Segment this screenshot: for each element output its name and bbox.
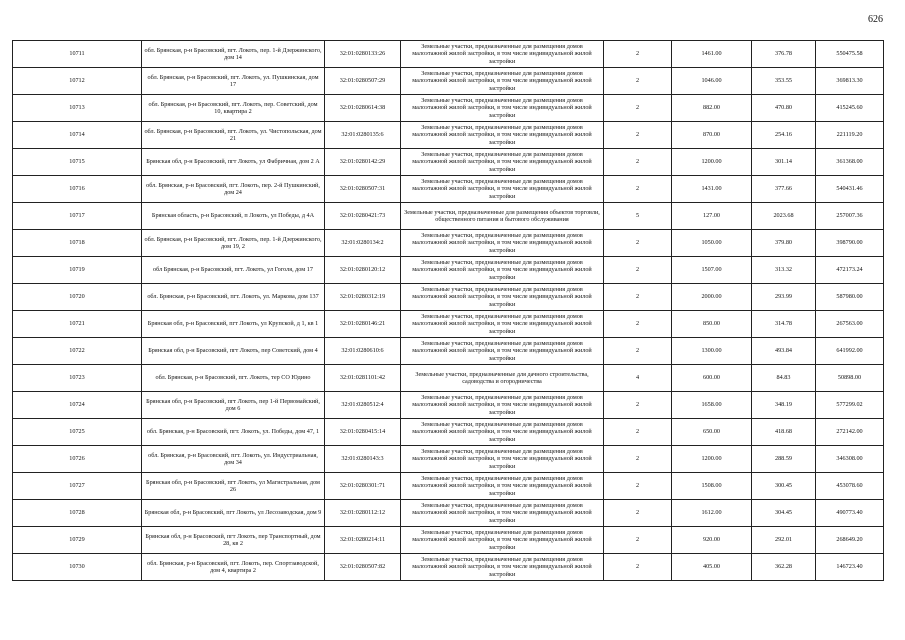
- area-cell: 920.00: [672, 527, 752, 554]
- table-row: [13, 95, 884, 122]
- cadastral-value-cell: 50898.00: [816, 365, 884, 392]
- row-number-cell: 10730: [13, 554, 142, 581]
- cadastral-number-cell: 32:01:0280134:2: [325, 230, 401, 257]
- unit-value-cell: 313.32: [752, 257, 816, 284]
- row-number-cell: 10722: [13, 338, 142, 365]
- address-cell: обл. Брянская, р-н Брасовский, пгт. Локоть, тер СО Юдино: [142, 365, 325, 392]
- area-cell: 600.00: [672, 365, 752, 392]
- cadastral-number-cell: 32:01:0280610:6: [325, 338, 401, 365]
- land-use-cell: Земельные участки, предназначенные для размещения домов малоэтажной жилой застройки, в том числе индивидуальной жилой застройки: [401, 284, 604, 311]
- row-number-cell: 10715: [13, 149, 142, 176]
- area-cell: 1461.00: [672, 41, 752, 68]
- cadastral-value-cell: 550475.58: [816, 41, 884, 68]
- cadastral-number-cell: 32:01:0280135:6: [325, 122, 401, 149]
- area-cell: 882.00: [672, 95, 752, 122]
- address-cell: Брянская обл, р-н Брасовский, пгт Локоть, ул Крупской, д 1, кв 1: [142, 311, 325, 338]
- cadastral-number-cell: 32:01:0280507:82: [325, 554, 401, 581]
- row-number-cell: 10711: [13, 41, 142, 68]
- land-use-cell: Земельные участки, предназначенные для размещения домов малоэтажной жилой застройки, в том числе индивидуальной жилой застройки: [401, 230, 604, 257]
- address-cell: Брянская обл, р-н Брасовский, пгт Локоть, пер 1-й Первомайский, дом 6: [142, 392, 325, 419]
- address-cell: Брянская обл, р-н Брасовский, пгт Локоть, ул Магистральная, дом 26: [142, 473, 325, 500]
- land-use-cell: Земельные участки, предназначенные для размещения домов малоэтажной жилой застройки, в том числе индивидуальной жилой застройки: [401, 41, 604, 68]
- table-row: [13, 446, 884, 473]
- unit-value-cell: 84.83: [752, 365, 816, 392]
- land-use-cell: Земельные участки, предназначенные для размещения домов малоэтажной жилой застройки, в том числе индивидуальной жилой застройки: [401, 338, 604, 365]
- row-number-cell: 10724: [13, 392, 142, 419]
- address-cell: обл Брянская, р-н Брасовский, пгт. Локоть, ул Гоголя, дом 17: [142, 257, 325, 284]
- area-cell: 1612.00: [672, 500, 752, 527]
- cadastral-number-cell: 32:01:0280143:3: [325, 446, 401, 473]
- unit-value-cell: 301.14: [752, 149, 816, 176]
- area-cell: 1046.00: [672, 68, 752, 95]
- use-category-cell: 2: [604, 419, 672, 446]
- use-category-cell: 2: [604, 149, 672, 176]
- area-cell: 1050.00: [672, 230, 752, 257]
- area-cell: 870.00: [672, 122, 752, 149]
- row-number-cell: 10720: [13, 284, 142, 311]
- cadastral-value-cell: 257007.36: [816, 203, 884, 230]
- area-cell: 1300.00: [672, 338, 752, 365]
- cadastral-number-cell: 32:01:0280146:21: [325, 311, 401, 338]
- row-number-cell: 10727: [13, 473, 142, 500]
- cadastral-value-cell: 272142.00: [816, 419, 884, 446]
- cadastral-number-cell: 32:01:0280507:31: [325, 176, 401, 203]
- table-row: [13, 392, 884, 419]
- land-use-cell: Земельные участки, предназначенные для дачного строительства, садоводства и огородничества: [401, 365, 604, 392]
- row-number-cell: 10725: [13, 419, 142, 446]
- table-row: [13, 41, 884, 68]
- table-row: [13, 527, 884, 554]
- cadastral-value-cell: 490773.40: [816, 500, 884, 527]
- land-use-cell: Земельные участки, предназначенные для размещения домов малоэтажной жилой застройки, в том числе индивидуальной жилой застройки: [401, 500, 604, 527]
- address-cell: обл. Брянская, р-н Брасовский, пгт. Локоть, ул. Индустриальная, дом 34: [142, 446, 325, 473]
- address-cell: обл. Брянская, р-н Брасовский, пгт. Локоть, пер. 2-й Пушкинский, дом 24: [142, 176, 325, 203]
- unit-value-cell: 353.55: [752, 68, 816, 95]
- cadastral-value-cell: 369813.30: [816, 68, 884, 95]
- cadastral-value-cell: 587980.00: [816, 284, 884, 311]
- land-use-cell: Земельные участки, предназначенные для размещения домов малоэтажной жилой застройки, в том числе индивидуальной жилой застройки: [401, 554, 604, 581]
- area-cell: 1431.00: [672, 176, 752, 203]
- address-cell: Брянская обл, р-н Брасовский, пгт Локоть, ул Фабричная, дом 2 А: [142, 149, 325, 176]
- cadastral-number-cell: 32:01:0280421:73: [325, 203, 401, 230]
- land-use-cell: Земельные участки, предназначенные для размещения домов малоэтажной жилой застройки, в том числе индивидуальной жилой застройки: [401, 311, 604, 338]
- cadastral-number-cell: 32:01:0280312:19: [325, 284, 401, 311]
- land-use-cell: Земельные участки, предназначенные для размещения домов малоэтажной жилой застройки, в том числе индивидуальной жилой застройки: [401, 419, 604, 446]
- use-category-cell: 2: [604, 338, 672, 365]
- row-number-cell: 10716: [13, 176, 142, 203]
- unit-value-cell: 254.16: [752, 122, 816, 149]
- use-category-cell: 2: [604, 68, 672, 95]
- cadastral-number-cell: 32:01:0280112:12: [325, 500, 401, 527]
- cadastral-value-cell: 361368.00: [816, 149, 884, 176]
- land-use-cell: Земельные участки, предназначенные для размещения домов малоэтажной жилой застройки, в том числе индивидуальной жилой застройки: [401, 68, 604, 95]
- area-cell: 2000.00: [672, 284, 752, 311]
- unit-value-cell: 362.28: [752, 554, 816, 581]
- land-use-cell: Земельные участки, предназначенные для размещения объектов торговли, общественного питания и бытового обслуживания: [401, 203, 604, 230]
- address-cell: обл. Брянская, р-н Брасовский, пгт. Локоть, пер. 1-й Дзержинского, дом 19, 2: [142, 230, 325, 257]
- area-cell: 650.00: [672, 419, 752, 446]
- cadastral-number-cell: 32:01:0280120:12: [325, 257, 401, 284]
- address-cell: Брянская обл, р-н Брасовский, пгт Локоть, ул Лесозаводская, дом 9: [142, 500, 325, 527]
- table-row: [13, 257, 884, 284]
- unit-value-cell: 293.99: [752, 284, 816, 311]
- cadastral-value-cell: 146723.40: [816, 554, 884, 581]
- cadastral-value-cell: 472173.24: [816, 257, 884, 284]
- use-category-cell: 2: [604, 554, 672, 581]
- cadastral-value-cell: 221119.20: [816, 122, 884, 149]
- land-use-cell: Земельные участки, предназначенные для размещения домов малоэтажной жилой застройки, в том числе индивидуальной жилой застройки: [401, 473, 604, 500]
- table-row: [13, 149, 884, 176]
- address-cell: обл. Брянская, р-н Брасовский, пгт. Локоть, ул. Маркова, дом 137: [142, 284, 325, 311]
- unit-value-cell: 470.80: [752, 95, 816, 122]
- land-use-cell: Земельные участки, предназначенные для размещения домов малоэтажной жилой застройки, в том числе индивидуальной жилой застройки: [401, 95, 604, 122]
- address-cell: Брянская обл, р-н Брасовский, пгт Локоть, пер Советский, дом 4: [142, 338, 325, 365]
- cadastral-number-cell: 32:01:0280415:14: [325, 419, 401, 446]
- area-cell: 127.00: [672, 203, 752, 230]
- table-row: [13, 176, 884, 203]
- row-number-cell: 10723: [13, 365, 142, 392]
- cadastral-value-cell: 453078.60: [816, 473, 884, 500]
- cadastral-value-cell: 268649.20: [816, 527, 884, 554]
- use-category-cell: 2: [604, 95, 672, 122]
- table-row: [13, 284, 884, 311]
- table-row: [13, 122, 884, 149]
- row-number-cell: 10714: [13, 122, 142, 149]
- cadastral-number-cell: 32:01:0280512:4: [325, 392, 401, 419]
- use-category-cell: 2: [604, 122, 672, 149]
- row-number-cell: 10712: [13, 68, 142, 95]
- unit-value-cell: 377.66: [752, 176, 816, 203]
- table-row: [13, 473, 884, 500]
- land-use-cell: Земельные участки, предназначенные для размещения домов малоэтажной жилой застройки, в том числе индивидуальной жилой застройки: [401, 122, 604, 149]
- address-cell: Брянская область, р-н Брасовский, п Локоть, ул Победы, д 4А: [142, 203, 325, 230]
- row-number-cell: 10713: [13, 95, 142, 122]
- area-cell: 1507.00: [672, 257, 752, 284]
- table-row: [13, 338, 884, 365]
- cadastral-value-cell: 346308.00: [816, 446, 884, 473]
- land-use-cell: Земельные участки, предназначенные для размещения домов малоэтажной жилой застройки, в том числе индивидуальной жилой застройки: [401, 176, 604, 203]
- unit-value-cell: 348.19: [752, 392, 816, 419]
- unit-value-cell: 493.84: [752, 338, 816, 365]
- cadastral-value-cell: 540431.46: [816, 176, 884, 203]
- cadastral-value-cell: 415245.60: [816, 95, 884, 122]
- row-number-cell: 10718: [13, 230, 142, 257]
- land-use-cell: Земельные участки, предназначенные для размещения домов малоэтажной жилой застройки, в том числе индивидуальной жилой застройки: [401, 392, 604, 419]
- area-cell: 1658.00: [672, 392, 752, 419]
- table-row: [13, 554, 884, 581]
- row-number-cell: 10729: [13, 527, 142, 554]
- table-row: [13, 365, 884, 392]
- table-row: [13, 230, 884, 257]
- row-number-cell: 10728: [13, 500, 142, 527]
- unit-value-cell: 292.01: [752, 527, 816, 554]
- cadastral-value-cell: 641992.00: [816, 338, 884, 365]
- unit-value-cell: 376.78: [752, 41, 816, 68]
- land-use-cell: Земельные участки, предназначенные для размещения домов малоэтажной жилой застройки, в том числе индивидуальной жилой застройки: [401, 257, 604, 284]
- address-cell: обл. Брянская, р-н Брасовский, пгт. Локоть, ул. Пушкинская, дом 17: [142, 68, 325, 95]
- area-cell: 405.00: [672, 554, 752, 581]
- address-cell: обл. Брянская, р-н Брасовский, пгт. Локоть, пер. Советский, дом 10, квартира 2: [142, 95, 325, 122]
- table-row: [13, 419, 884, 446]
- cadastral-number-cell: 32:01:0280614:38: [325, 95, 401, 122]
- use-category-cell: 2: [604, 284, 672, 311]
- area-cell: 1200.00: [672, 446, 752, 473]
- area-cell: 1508.00: [672, 473, 752, 500]
- cadastral-number-cell: 32:01:0280133:26: [325, 41, 401, 68]
- use-category-cell: 4: [604, 365, 672, 392]
- unit-value-cell: 304.45: [752, 500, 816, 527]
- table-body: [13, 41, 884, 581]
- cadastral-number-cell: 32:01:0281101:42: [325, 365, 401, 392]
- cadastral-value-table: [12, 40, 884, 581]
- address-cell: Брянская обл, р-н Брасовский, пгт Локоть, пер Транспортный, дом 28, кв 2: [142, 527, 325, 554]
- unit-value-cell: 418.68: [752, 419, 816, 446]
- land-use-cell: Земельные участки, предназначенные для размещения домов малоэтажной жилой застройки, в том числе индивидуальной жилой застройки: [401, 149, 604, 176]
- address-cell: обл. Брянская, р-н Брасовский, пгт. Локоть, ул. Победы, дом 47, 1: [142, 419, 325, 446]
- use-category-cell: 5: [604, 203, 672, 230]
- cadastral-number-cell: 32:01:0280214:11: [325, 527, 401, 554]
- page-number: 626: [868, 14, 883, 25]
- row-number-cell: 10719: [13, 257, 142, 284]
- address-cell: обл. Брянская, р-н Брасовский, пгт. Локоть, пер. 1-й Дзержинского, дом 14: [142, 41, 325, 68]
- use-category-cell: 2: [604, 527, 672, 554]
- table-row: [13, 311, 884, 338]
- address-cell: обл. Брянская, р-н Брасовский, пгт. Локоть, ул. Чистопольская, дом 21: [142, 122, 325, 149]
- address-cell: обл. Брянская, р-н Брасовский, пгт. Локоть, пер. Спортзаводской, дом 4, квартира 2: [142, 554, 325, 581]
- area-cell: 850.00: [672, 311, 752, 338]
- cadastral-value-cell: 398790.00: [816, 230, 884, 257]
- unit-value-cell: 314.78: [752, 311, 816, 338]
- cadastral-number-cell: 32:01:0280507:29: [325, 68, 401, 95]
- table-row: [13, 68, 884, 95]
- use-category-cell: 2: [604, 257, 672, 284]
- row-number-cell: 10721: [13, 311, 142, 338]
- unit-value-cell: 300.45: [752, 473, 816, 500]
- row-number-cell: 10726: [13, 446, 142, 473]
- land-use-cell: Земельные участки, предназначенные для размещения домов малоэтажной жилой застройки, в том числе индивидуальной жилой застройки: [401, 446, 604, 473]
- use-category-cell: 2: [604, 176, 672, 203]
- use-category-cell: 2: [604, 230, 672, 257]
- use-category-cell: 2: [604, 311, 672, 338]
- table-row: [13, 500, 884, 527]
- use-category-cell: 2: [604, 41, 672, 68]
- cadastral-value-cell: 267563.00: [816, 311, 884, 338]
- area-cell: 1200.00: [672, 149, 752, 176]
- table-row: [13, 203, 884, 230]
- use-category-cell: 2: [604, 392, 672, 419]
- use-category-cell: 2: [604, 446, 672, 473]
- unit-value-cell: 2023.68: [752, 203, 816, 230]
- land-use-cell: Земельные участки, предназначенные для размещения домов малоэтажной жилой застройки, в том числе индивидуальной жилой застройки: [401, 527, 604, 554]
- cadastral-number-cell: 32:01:0280301:71: [325, 473, 401, 500]
- use-category-cell: 2: [604, 500, 672, 527]
- row-number-cell: 10717: [13, 203, 142, 230]
- unit-value-cell: 288.59: [752, 446, 816, 473]
- cadastral-value-cell: 577299.02: [816, 392, 884, 419]
- cadastral-number-cell: 32:01:0280142:29: [325, 149, 401, 176]
- use-category-cell: 2: [604, 473, 672, 500]
- unit-value-cell: 379.80: [752, 230, 816, 257]
